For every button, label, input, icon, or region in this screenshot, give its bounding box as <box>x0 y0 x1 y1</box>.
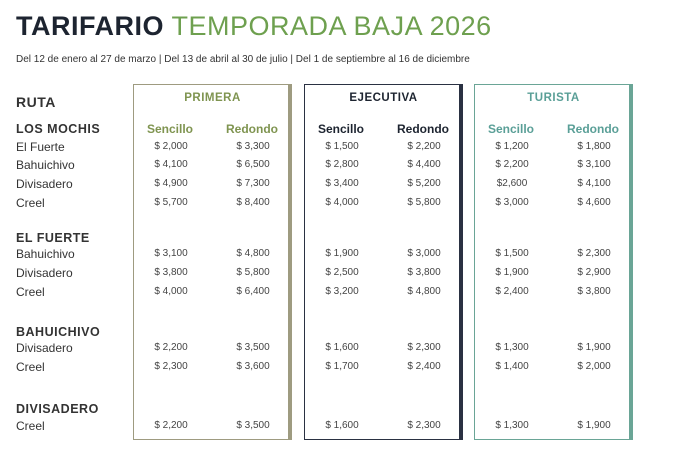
fare-price: $ 2,400 <box>495 286 529 297</box>
fare-price: $ 1,900 <box>495 267 529 278</box>
fare-price: $ 2,000 <box>577 361 611 372</box>
fare-price: $ 5,200 <box>407 178 441 189</box>
destination-label: Divisadero <box>16 177 73 191</box>
page-title <box>16 10 492 42</box>
destination-label: Bahuichivo <box>16 247 75 261</box>
fare-price: $ 1,600 <box>325 342 359 353</box>
fare-price: $ 5,700 <box>154 197 188 208</box>
destination-label: Divisadero <box>16 266 73 280</box>
destination-label: Bahuichivo <box>16 158 75 172</box>
fare-price: $ 4,900 <box>154 178 188 189</box>
fare-price: $ 1,400 <box>495 361 529 372</box>
fare-price: $ 8,400 <box>236 197 270 208</box>
origin-label: LOS MOCHIS <box>16 122 101 136</box>
ejecutiva-sencillo-header: Sencillo <box>317 122 364 136</box>
fare-price: $ 2,500 <box>325 267 359 278</box>
fare-price: $ 1,300 <box>495 420 529 431</box>
fare-price: $ 4,800 <box>407 286 441 297</box>
fare-price: $ 2,000 <box>154 141 188 152</box>
turista-redondo-header: Redondo <box>567 122 619 136</box>
fare-price: $ 5,800 <box>407 197 441 208</box>
fare-price: $ 1,500 <box>325 141 359 152</box>
class-title-ejecutiva: EJECUTIVA <box>349 92 418 104</box>
fare-price: $ 1,900 <box>577 342 611 353</box>
fare-price: $ 3,000 <box>495 197 529 208</box>
turista-column-box <box>474 84 633 440</box>
fare-price: $ 3,500 <box>236 342 270 353</box>
fare-price: $ 2,300 <box>407 420 441 431</box>
destination-label: Creel <box>16 285 45 299</box>
fare-price: $ 2,200 <box>154 342 188 353</box>
class-title-turista: TURISTA <box>527 92 580 104</box>
fare-price: $ 3,800 <box>577 286 611 297</box>
ejecutiva-column-box <box>304 84 463 440</box>
destination-label: Creel <box>16 419 45 433</box>
destination-label: Creel <box>16 360 45 374</box>
ejecutiva-redondo-header: Redondo <box>397 122 449 136</box>
destination-label: Divisadero <box>16 341 73 355</box>
title-main: TARIFARIO <box>16 11 164 41</box>
fare-price: $ 6,500 <box>236 159 270 170</box>
fare-price: $ 4,400 <box>407 159 441 170</box>
fare-price: $ 3,300 <box>236 141 270 152</box>
fare-price: $ 2,200 <box>407 141 441 152</box>
fare-price: $ 1,900 <box>577 420 611 431</box>
fare-price: $ 3,600 <box>236 361 270 372</box>
fare-price: $ 3,500 <box>236 420 270 431</box>
fare-price: $ 1,900 <box>325 248 359 259</box>
fare-price: $ 2,300 <box>407 342 441 353</box>
fare-price: $ 3,100 <box>577 159 611 170</box>
fare-price: $ 1,200 <box>495 141 529 152</box>
primera-sencillo-header: Sencillo <box>146 122 193 136</box>
class-title-primera: PRIMERA <box>184 92 241 104</box>
destination-label: Creel <box>16 196 45 210</box>
fare-price: $ 2,400 <box>407 361 441 372</box>
fare-price: $ 4,000 <box>325 197 359 208</box>
fare-price: $ 3,800 <box>154 267 188 278</box>
fare-price: $ 1,800 <box>577 141 611 152</box>
fare-price: $ 2,200 <box>154 420 188 431</box>
fare-price: $ 6,400 <box>236 286 270 297</box>
fare-price: $ 1,500 <box>495 248 529 259</box>
fare-price: $ 5,800 <box>236 267 270 278</box>
origin-label: BAHUICHIVO <box>16 325 101 339</box>
primera-column-box <box>133 84 292 440</box>
fare-price: $ 3,000 <box>407 248 441 259</box>
title-season: TEMPORADA BAJA 2026 <box>171 11 492 41</box>
fare-price: $ 4,100 <box>577 178 611 189</box>
season-dates: Del 12 de enero al 27 de marzo | Del 13 de abril al 30 de julio | Del 1 de septiembre al 16 de diciembre <box>16 54 470 65</box>
fare-price: $ 3,200 <box>325 286 359 297</box>
fare-price: $ 3,800 <box>407 267 441 278</box>
fare-price: $ 2,200 <box>495 159 529 170</box>
fare-price: $ 1,300 <box>495 342 529 353</box>
fare-price: $2,600 <box>496 178 528 189</box>
origin-label: EL FUERTE <box>16 231 90 245</box>
fare-price: $ 4,600 <box>577 197 611 208</box>
turista-sencillo-header: Sencillo <box>487 122 534 136</box>
fare-price: $ 2,300 <box>154 361 188 372</box>
fare-price: $ 4,800 <box>236 248 270 259</box>
destination-label: El Fuerte <box>16 140 65 154</box>
primera-redondo-header: Redondo <box>226 122 278 136</box>
origin-label: DIVISADERO <box>16 402 99 416</box>
fare-price: $ 2,800 <box>325 159 359 170</box>
fare-price: $ 3,400 <box>325 178 359 189</box>
fare-price: $ 1,600 <box>325 420 359 431</box>
fare-price: $ 7,300 <box>236 178 270 189</box>
fare-price: $ 4,000 <box>154 286 188 297</box>
fare-price: $ 1,700 <box>325 361 359 372</box>
fare-price: $ 4,100 <box>154 159 188 170</box>
fare-price: $ 2,900 <box>577 267 611 278</box>
fare-price: $ 3,100 <box>154 248 188 259</box>
fare-price: $ 2,300 <box>577 248 611 259</box>
ruta-header: RUTA <box>16 94 56 110</box>
